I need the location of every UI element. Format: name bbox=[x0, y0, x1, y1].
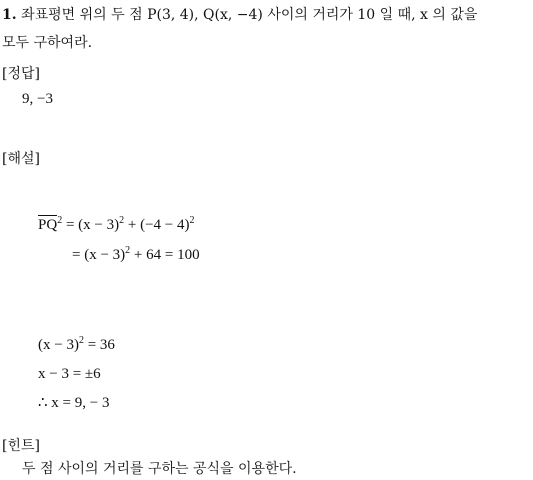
step1-b: = 36 bbox=[83, 337, 115, 353]
answer-label: [정답] bbox=[2, 66, 40, 82]
eq1-rhs-a-exponent: 2 bbox=[119, 215, 125, 226]
pq-segment: PQ bbox=[38, 217, 58, 233]
problem-line-2: 모두 구하여라. bbox=[2, 35, 93, 51]
problem-number: 1. bbox=[2, 7, 17, 23]
step1-a: (x − 3) bbox=[38, 337, 79, 353]
eq2-a-exponent: 2 bbox=[125, 245, 131, 256]
pq-exponent: 2 bbox=[57, 215, 63, 226]
hint-label: [힌트] bbox=[2, 438, 40, 454]
step-2: x − 3 = ±6 bbox=[38, 366, 101, 382]
answer-text: 9, −3 bbox=[22, 91, 53, 107]
step-1 bbox=[38, 335, 115, 353]
explanation-label: [해설] bbox=[2, 151, 40, 167]
eq2-a: = (x − 3) bbox=[72, 247, 126, 263]
step1-exponent: 2 bbox=[78, 335, 84, 346]
eq2-b: + 64 = 100 bbox=[130, 247, 200, 263]
eq1-rhs-b-exponent: 2 bbox=[189, 215, 195, 226]
equation-line-2 bbox=[72, 245, 200, 263]
eq1-rhs-a: = (x − 3) bbox=[65, 217, 120, 233]
hint-text: 두 점 사이의 거리를 구하는 공식을 이용한다. bbox=[22, 461, 297, 477]
step-3: ∴ x = 9, − 3 bbox=[38, 395, 110, 411]
problem-text-line-1: 좌표평면 위의 두 점 P(3, 4), Q(x, −4) 사이의 거리가 10 일 때, x 의 값을 bbox=[21, 7, 478, 23]
eq1-rhs-b: + (−4 − 4) bbox=[124, 217, 190, 233]
problem-line-1 bbox=[2, 8, 477, 22]
equation-line-1 bbox=[38, 215, 195, 233]
